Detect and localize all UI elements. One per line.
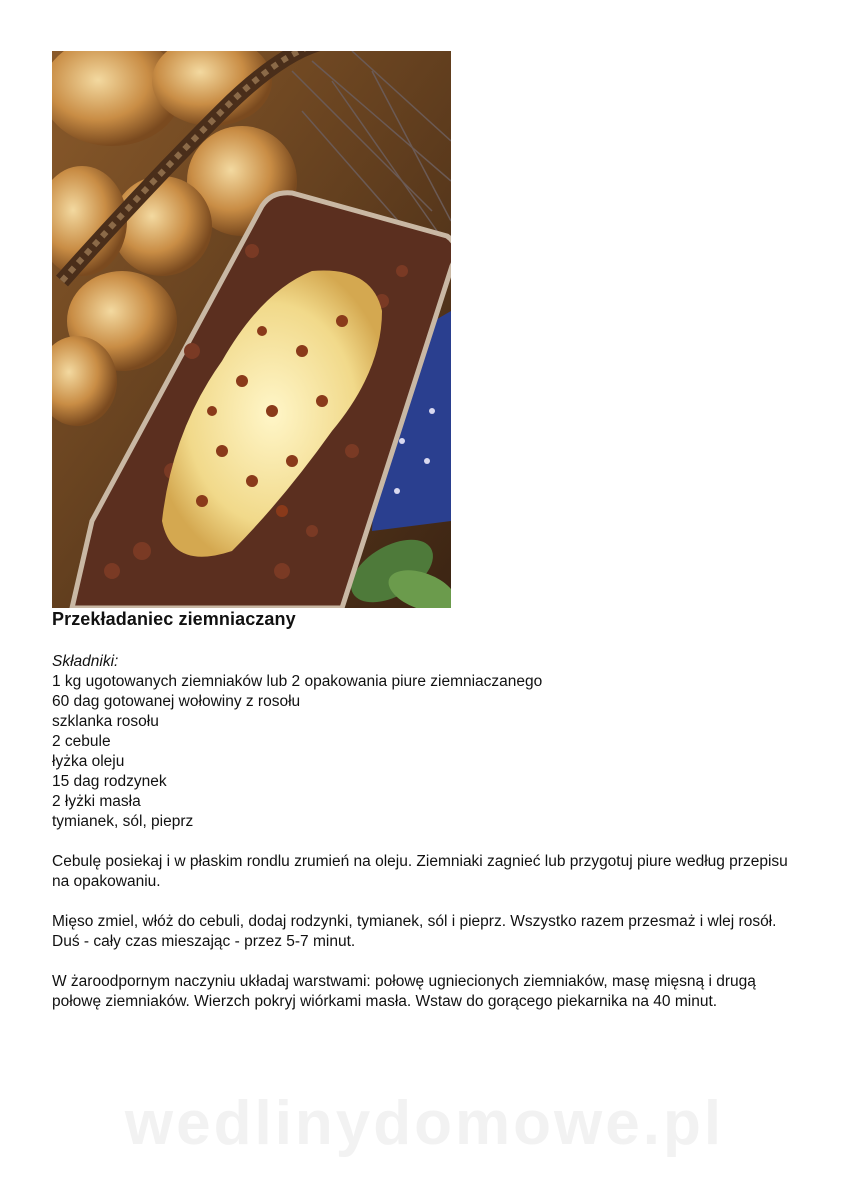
recipe-content xyxy=(52,652,797,1012)
ingredients-heading: Składniki: xyxy=(52,653,119,670)
ingredient-item: 15 dag rodzynek xyxy=(52,773,167,790)
ingredient-item: 2 cebule xyxy=(52,733,111,750)
watermark: wedlinydomowe.pl xyxy=(124,1089,725,1158)
recipe-photo xyxy=(52,51,451,608)
ingredient-item: szklanka rosołu xyxy=(52,713,159,730)
instruction-step-2: Mięso zmiel, włóż do cebuli, dodaj rodzynki, tymianek, sól i pieprz. Wszystko razem przesmaż i wlej rosół. Duś - cały czas mieszając - przez 5-7 minut. xyxy=(52,913,777,950)
ingredient-item: 1 kg ugotowanych ziemniaków lub 2 opakowania piure ziemniaczanego xyxy=(52,673,543,690)
ingredients-list xyxy=(52,672,797,832)
instruction-step-3: W żaroodpornym naczyniu układaj warstwami: połowę ugniecionych ziemniaków, masę mięsną i drugą połowę ziemniaków. Wierzch pokryj wiórkami masła. Wstaw do gorącego piekarnika na 40 minut. xyxy=(52,973,756,1010)
recipe-title: Przekładaniec ziemniaczany xyxy=(52,609,296,629)
instruction-step-1: Cebulę posiekaj i w płaskim rondlu zrumień na oleju. Ziemniaki zagnieć lub przygotuj piure według przepisu na opakowaniu. xyxy=(52,853,788,890)
ingredient-item: łyżka oleju xyxy=(52,753,125,770)
ingredient-item: 60 dag gotowanej wołowiny z rosołu xyxy=(52,693,301,710)
ingredient-item: 2 łyżki masła xyxy=(52,793,141,810)
ingredient-item: tymianek, sól, pieprz xyxy=(52,813,194,830)
